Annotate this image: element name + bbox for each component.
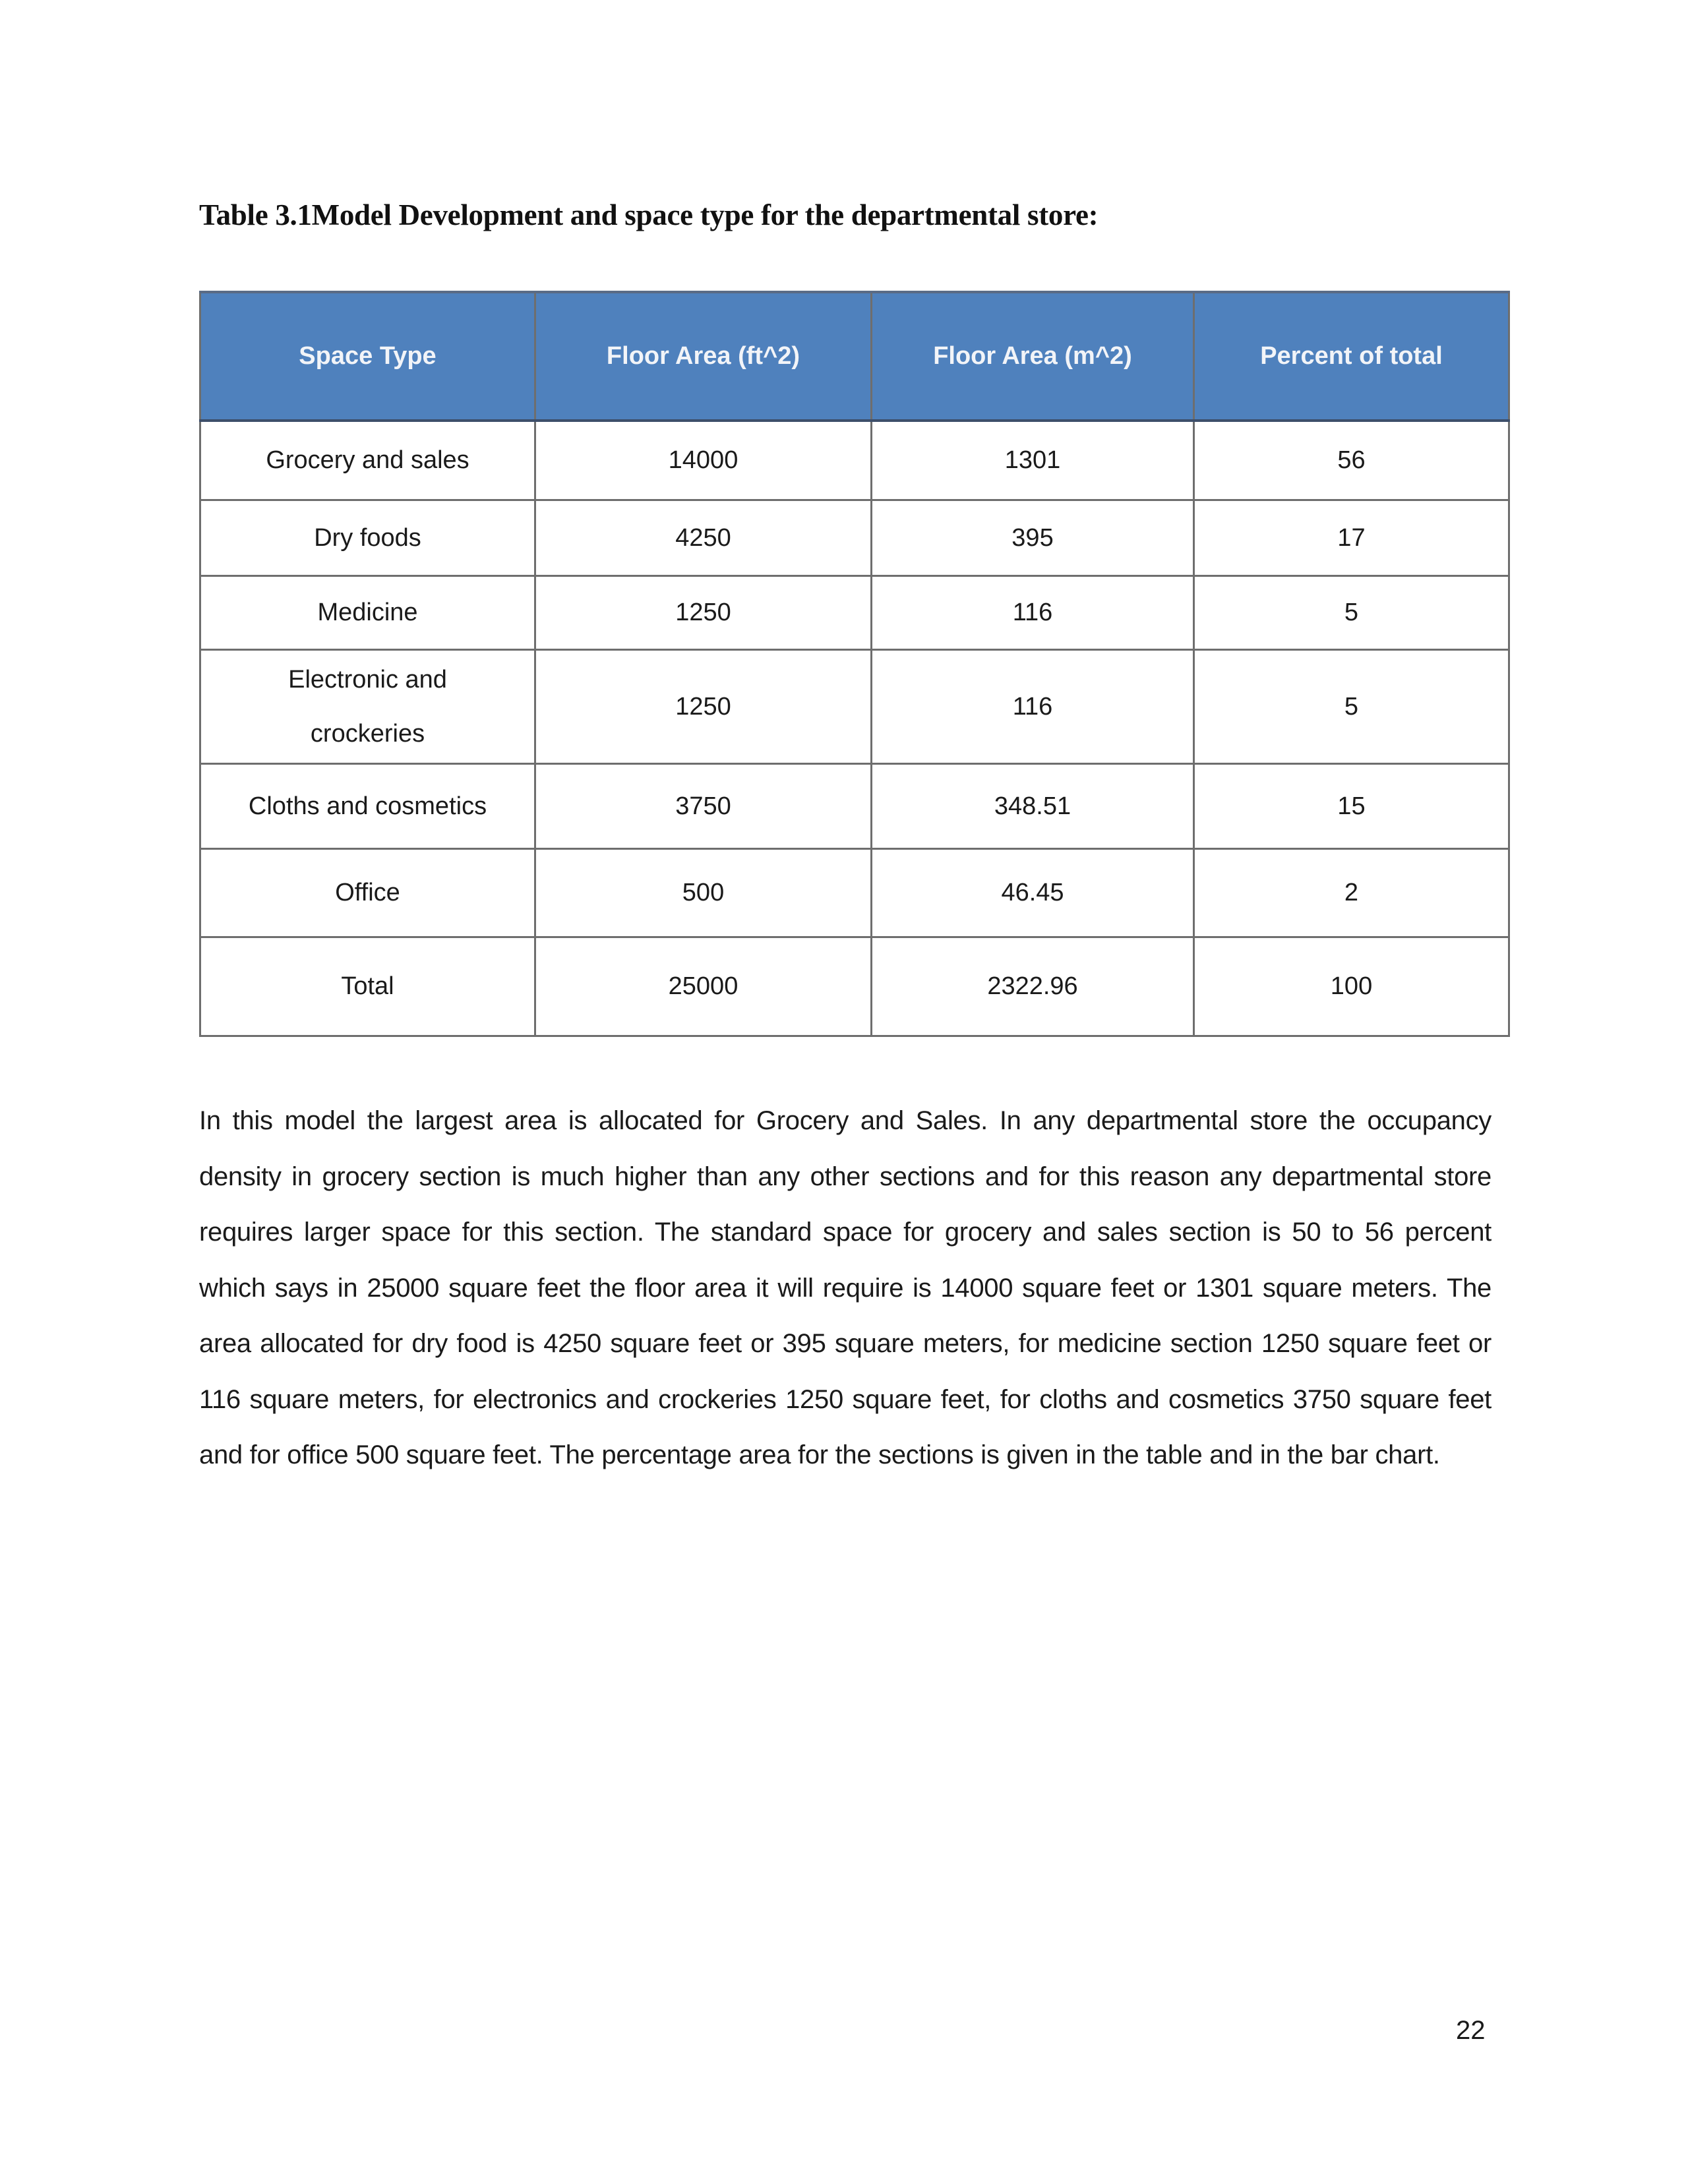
cell-percent: 56	[1194, 421, 1509, 500]
table-row	[200, 500, 1509, 576]
cell-floor-area-m2: 1301	[872, 421, 1194, 500]
cell-floor-area-ft2: 3750	[535, 763, 872, 848]
cell-space-type: Total	[200, 937, 535, 1036]
cell-percent: 5	[1194, 649, 1509, 763]
cell-floor-area-ft2: 1250	[535, 649, 872, 763]
table-row	[200, 649, 1509, 763]
table-row	[200, 576, 1509, 649]
page-number: 22	[1456, 2016, 1486, 2045]
body-paragraph: In this model the largest area is allocated for Grocery and Sales. In any departmental store the occupancy density in grocery section is much higher than any other sections and for this reason any departmental store requires larger space for this section. The standard space for grocery and sales section is 50 to 56 percent which says in 25000 square feet the floor area it will require is 14000 square feet or 1301 square meters. The area allocated for dry food is 4250 square feet or 395 square meters, for medicine section 1250 square feet or 116 square meters, for electronics and crockeries 1250 square feet, for cloths and cosmetics 3750 square feet and for office 500 square feet. The percentage area for the sections is given in the table and in the bar chart.	[199, 1106, 1492, 1469]
cell-space-type: Grocery and sales	[200, 421, 535, 500]
cell-space-type: Electronic and crockeries	[200, 649, 535, 763]
header-floor-area-ft2: Floor Area (ft^2)	[535, 292, 872, 421]
header-percent-of-total: Percent of total	[1194, 292, 1509, 421]
space-type-table	[199, 291, 1510, 1037]
table-row	[200, 848, 1509, 937]
cell-percent: 17	[1194, 500, 1509, 576]
cell-percent: 2	[1194, 848, 1509, 937]
cell-space-type: Office	[200, 848, 535, 937]
table-caption: Table 3.1Model Development and space type for the departmental store:	[199, 198, 1099, 231]
cell-floor-area-ft2: 25000	[535, 937, 872, 1036]
cell-floor-area-ft2: 1250	[535, 576, 872, 649]
cell-percent: 15	[1194, 763, 1509, 848]
table-row	[200, 763, 1509, 848]
cell-floor-area-m2: 116	[872, 649, 1194, 763]
header-floor-area-m2: Floor Area (m^2)	[872, 292, 1194, 421]
cell-space-type: Dry foods	[200, 500, 535, 576]
table-row	[200, 421, 1509, 500]
cell-floor-area-m2: 348.51	[872, 763, 1194, 848]
cell-percent: 5	[1194, 576, 1509, 649]
cell-space-type: Cloths and cosmetics	[200, 763, 535, 848]
cell-floor-area-m2: 2322.96	[872, 937, 1194, 1036]
cell-floor-area-ft2: 500	[535, 848, 872, 937]
cell-floor-area-m2: 46.45	[872, 848, 1194, 937]
cell-floor-area-ft2: 14000	[535, 421, 872, 500]
table-header-row	[200, 292, 1509, 421]
header-space-type: Space Type	[200, 292, 535, 421]
cell-floor-area-m2: 116	[872, 576, 1194, 649]
cell-floor-area-ft2: 4250	[535, 500, 872, 576]
cell-space-type: Medicine	[200, 576, 535, 649]
cell-floor-area-m2: 395	[872, 500, 1194, 576]
cell-percent: 100	[1194, 937, 1509, 1036]
table-row-total	[200, 937, 1509, 1036]
